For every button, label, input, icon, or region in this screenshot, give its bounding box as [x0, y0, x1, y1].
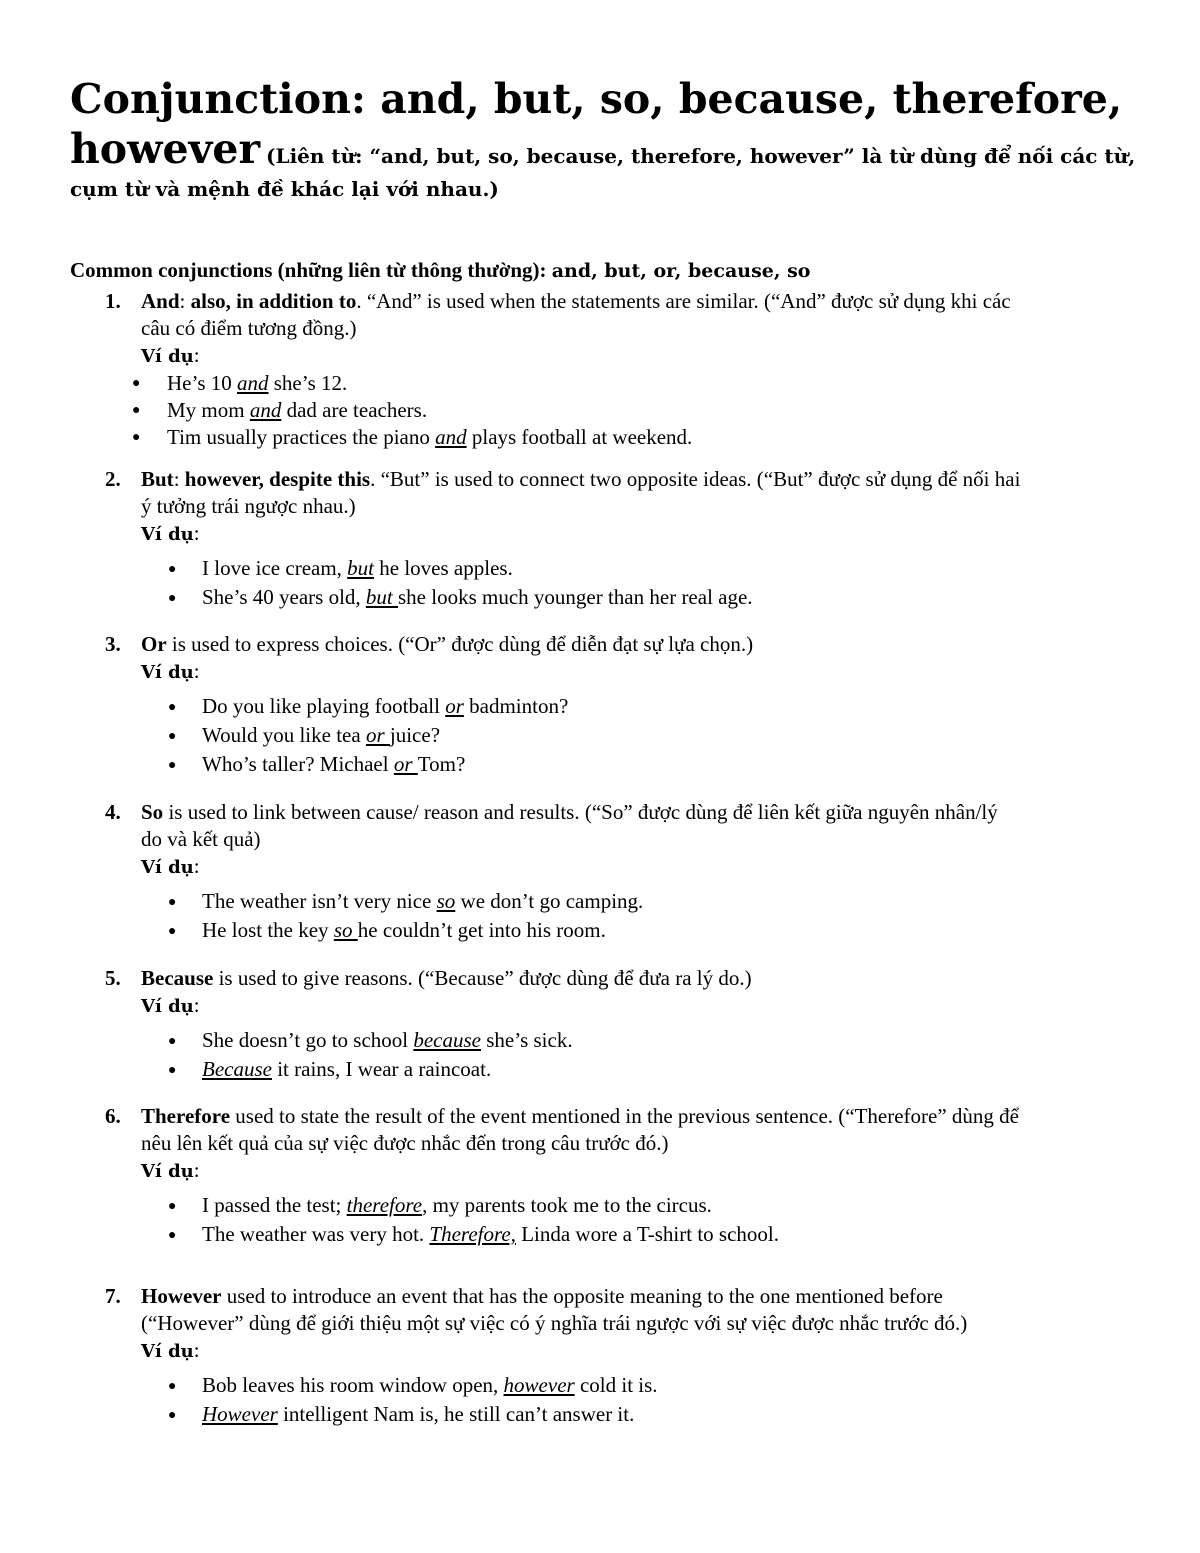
- bullet-icon: ●: [168, 562, 177, 577]
- list-item: [70, 887, 1145, 916]
- example-sentence: He lost the key so he couldn’t get into his room.: [202, 918, 606, 942]
- example-sentence: I passed the test; therefore, my parents took me to the circus.: [202, 1193, 712, 1217]
- title-heading: Conjunction: and, but, so, because, therefore,: [70, 75, 1123, 123]
- list-item: [70, 397, 1145, 424]
- section-however: [70, 1283, 1145, 1429]
- section-and: [70, 288, 1145, 451]
- list-item: [70, 1220, 1145, 1249]
- bullet-icon: ●: [132, 430, 141, 445]
- section-description-continued: do và kết quả): [141, 827, 261, 851]
- conjunction-highlight: Because: [202, 1057, 272, 1081]
- intro-keywords: and, but, or, because, so: [551, 260, 811, 282]
- section-number: 4.: [105, 800, 121, 824]
- bullet-icon: ●: [168, 924, 177, 939]
- conjunction-highlight: because: [413, 1028, 481, 1052]
- example-sentence: The weather was very hot. Therefore, Linda wore a T-shirt to school.: [202, 1222, 779, 1246]
- example-sentence: Who’s taller? Michael or Tom?: [202, 752, 466, 776]
- example-sentence: Bob leaves his room window open, however cold it is.: [202, 1373, 658, 1397]
- title-heading-word: however: [70, 125, 261, 173]
- example-list: [70, 1371, 1145, 1429]
- section-description: Therefore used to state the result of the event mentioned in the previous sentence. (“Therefore” dùng để: [141, 1104, 1019, 1128]
- example-list: [70, 370, 1145, 451]
- example-list: [70, 1191, 1145, 1249]
- list-item: [70, 1055, 1145, 1084]
- conjunction-highlight: so: [333, 918, 358, 942]
- conjunction-highlight: and: [435, 425, 467, 449]
- bullet-icon: ●: [168, 1034, 177, 1049]
- section-but: [70, 466, 1145, 612]
- list-item: [70, 1400, 1145, 1429]
- bullet-icon: ●: [168, 1408, 177, 1423]
- section-because: [70, 965, 1145, 1084]
- section-description-continued: câu có điểm tương đồng.): [141, 316, 357, 340]
- example-sentence: Would you like tea or juice?: [202, 723, 441, 747]
- intro-text: Common conjunctions (những liên từ thông thường):: [70, 258, 552, 282]
- list-item: [70, 916, 1145, 945]
- section-description: But: however, despite this. “But” is used to connect two opposite ideas. (“But” được sử dụng để nối hai: [141, 467, 1021, 491]
- bullet-icon: ●: [132, 403, 141, 418]
- list-item: [70, 370, 1145, 397]
- list-item: [70, 692, 1145, 721]
- conjunction-highlight: or: [445, 694, 464, 718]
- section-number: 2.: [105, 467, 121, 491]
- conjunction-highlight: but: [365, 585, 398, 609]
- conjunction-highlight: therefore: [346, 1193, 423, 1217]
- section-description: And: also, in addition to. “And” is used when the statements are similar. (“And” được sử dụng khi các: [141, 289, 1011, 313]
- list-item: [70, 1026, 1145, 1055]
- section-description: Because is used to give reasons. (“Because” được dùng để đưa ra lý do.): [141, 966, 752, 990]
- list-item: [70, 1191, 1145, 1220]
- conjunction-highlight: and: [249, 398, 282, 422]
- example-sentence: Do you like playing football or badminton?: [202, 694, 569, 718]
- section-description-continued: ý tưởng trái ngược nhau.): [141, 494, 356, 518]
- conjunction-highlight: However: [202, 1402, 278, 1426]
- section-description: However used to introduce an event that has the opposite meaning to the one mentioned before: [141, 1284, 943, 1308]
- bullet-icon: ●: [168, 1199, 177, 1214]
- bullet-icon: ●: [168, 1228, 177, 1243]
- example-sentence: He’s 10 and she’s 12.: [167, 371, 348, 395]
- example-sentence: She doesn’t go to school because she’s sick.: [202, 1028, 573, 1052]
- vidu-label: Ví dụ:: [141, 343, 200, 367]
- bullet-icon: ●: [168, 1379, 177, 1394]
- conjunction-highlight: and: [237, 371, 269, 395]
- bullet-icon: ●: [132, 376, 141, 391]
- example-list: [70, 1026, 1145, 1084]
- intro-line: [70, 258, 810, 283]
- section-number: 5.: [105, 966, 121, 990]
- bullet-icon: ●: [168, 729, 177, 744]
- example-sentence: However intelligent Nam is, he still can’t answer it.: [202, 1402, 635, 1426]
- section-description-continued: nêu lên kết quả của sự việc được nhắc đến trong câu trước đó.): [141, 1131, 669, 1155]
- section-number: 1.: [105, 289, 121, 313]
- bullet-icon: ●: [168, 895, 177, 910]
- conjunction-highlight: but: [347, 556, 375, 580]
- bullet-icon: ●: [168, 591, 177, 606]
- title-subtitle: (Liên từ: “and, but, so, because, therefore, however” là từ dùng để nối các từ,: [266, 144, 1136, 168]
- vidu-label: Ví dụ:: [141, 993, 200, 1017]
- conjunction-highlight: however: [503, 1373, 575, 1397]
- example-sentence: Tim usually practices the piano and plays football at weekend.: [167, 425, 693, 449]
- document-title: [70, 74, 1150, 204]
- example-sentence: I love ice cream, but he loves apples.: [202, 556, 513, 580]
- section-number: 6.: [105, 1104, 121, 1128]
- example-list: [70, 887, 1145, 945]
- section-description: So is used to link between cause/ reason and results. (“So” được dùng để liên kết giữa nguyên nhân/lý: [141, 800, 998, 824]
- section-description-continued: (“However” dùng để giới thiệu một sự việc có ý nghĩa trái ngược với sự việc được nhắc trước đó.): [141, 1311, 968, 1335]
- title-subtitle-continued: cụm từ và mệnh đề khác lại với nhau.): [70, 177, 499, 201]
- bullet-icon: ●: [168, 758, 177, 773]
- list-item: [70, 721, 1145, 750]
- section-number: 7.: [105, 1284, 121, 1308]
- example-list: [70, 554, 1145, 612]
- section-description: Or is used to express choices. (“Or” được dùng để diễn đạt sự lựa chọn.): [141, 632, 754, 656]
- list-item: [70, 554, 1145, 583]
- conjunction-highlight: or: [393, 752, 418, 776]
- list-item: [70, 583, 1145, 612]
- vidu-label: Ví dụ:: [141, 1338, 200, 1362]
- list-item: [70, 1371, 1145, 1400]
- title-second-line: [70, 124, 1150, 174]
- vidu-label: Ví dụ:: [141, 659, 200, 683]
- conjunction-highlight: so: [436, 889, 456, 913]
- section-therefore: [70, 1103, 1145, 1249]
- section-number: 3.: [105, 632, 121, 656]
- bullet-icon: ●: [168, 1063, 177, 1078]
- example-sentence: Because it rains, I wear a raincoat.: [202, 1057, 492, 1081]
- conjunction-highlight: Therefore,: [429, 1222, 516, 1246]
- example-sentence: The weather isn’t very nice so we don’t go camping.: [202, 889, 644, 913]
- section-so: [70, 799, 1145, 945]
- vidu-label: Ví dụ:: [141, 521, 200, 545]
- vidu-label: Ví dụ:: [141, 854, 200, 878]
- example-sentence: She’s 40 years old, but she looks much younger than her real age.: [202, 585, 753, 609]
- list-item: [70, 750, 1145, 779]
- list-item: [70, 424, 1145, 451]
- example-sentence: My mom and dad are teachers.: [167, 398, 428, 422]
- bullet-icon: ●: [168, 700, 177, 715]
- section-or: [70, 631, 1145, 779]
- conjunction-highlight: or: [365, 723, 390, 747]
- example-list: [70, 692, 1145, 779]
- vidu-label: Ví dụ:: [141, 1158, 200, 1182]
